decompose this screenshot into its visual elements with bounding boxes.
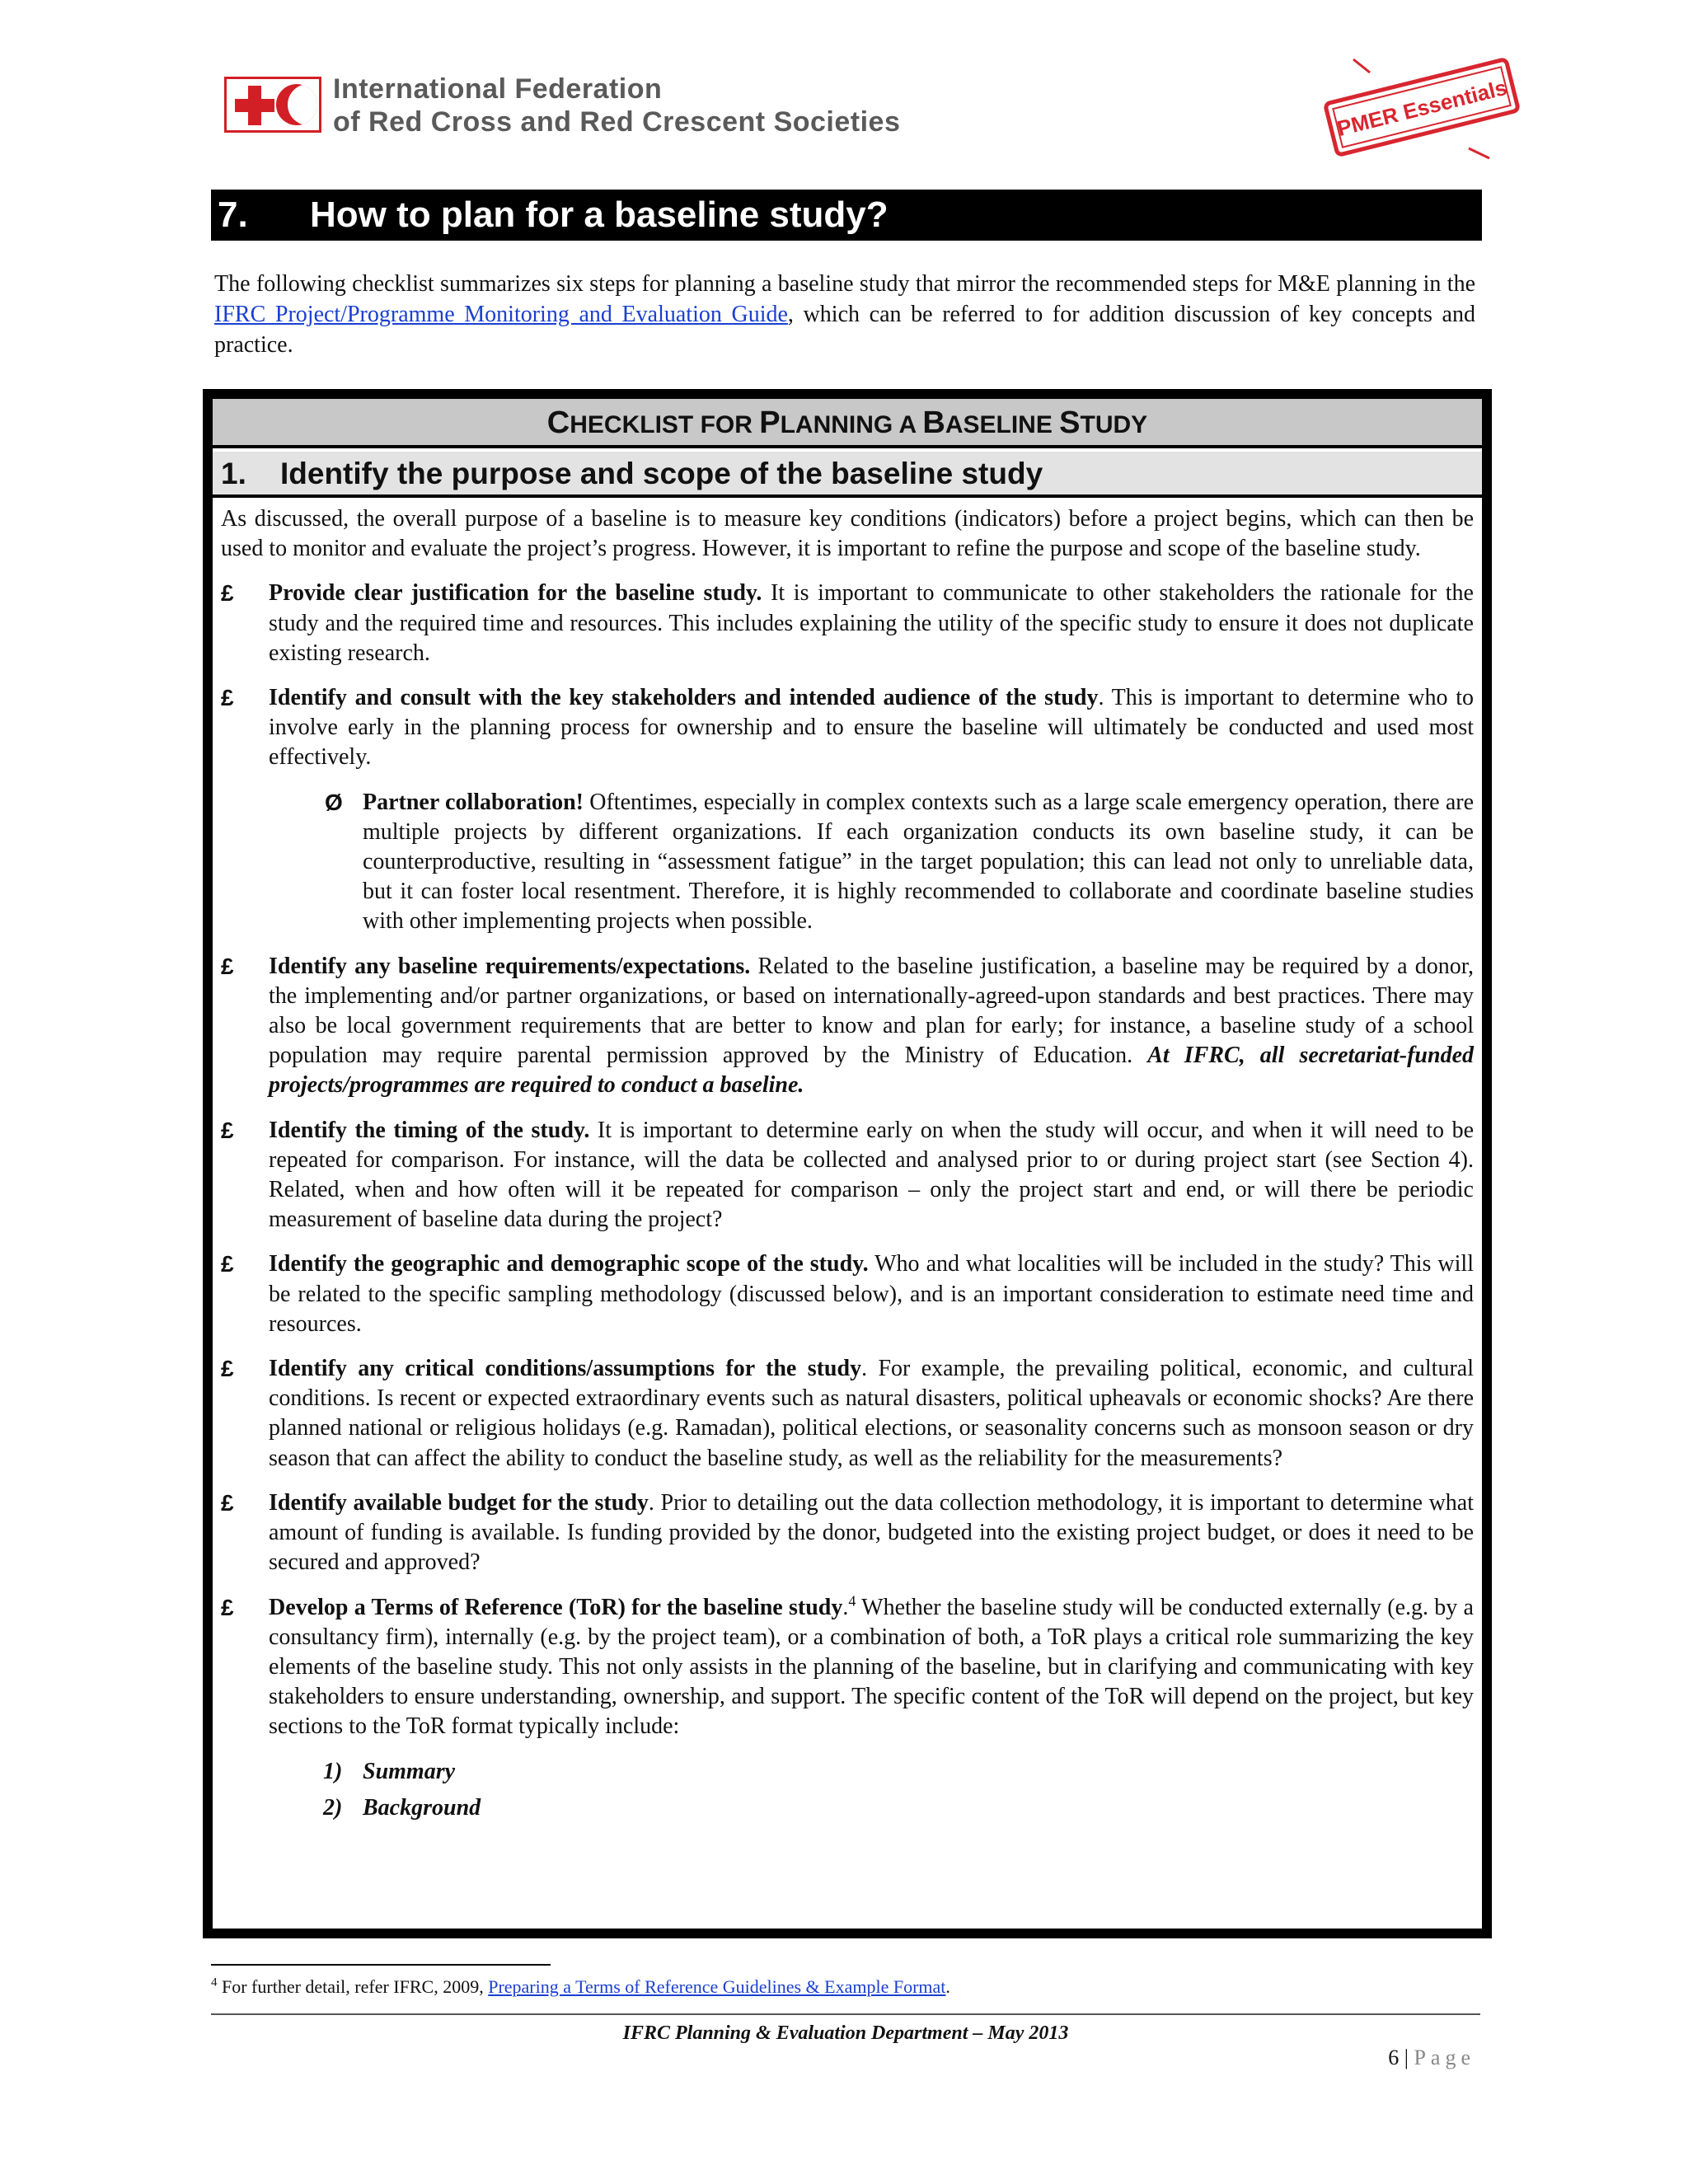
checklist-subitem: Ø Partner collaboration! Oftentimes, especially in complex contexts such as a large scale emergency operation, there are multiple projects by different organizations. If each organization conducts its own baseline study, it can be counterproductive, resulting in “assessment fatigue” in the target population; this can lead not only to unreliable data, but it can foster local resentment. Therefore, it is highly recommended to collaborate and coordinate baseline studies with other implementing projects when possible.	[325, 789, 1474, 935]
intro-text-end: , which can be referred to for addition discussion of key concepts and practice.	[214, 302, 1475, 358]
step-number: 1.	[221, 457, 246, 490]
checkbox-icon: £	[221, 1594, 234, 1620]
checklist-body	[221, 504, 1474, 1830]
step-intro: As discussed, the overall purpose of a baseline is to measure key conditions (indicators) before a project begins, which can then be used to monitor and evaluate the project’s progress. However, it is important to refine the purpose and scope of the baseline study.	[221, 506, 1474, 562]
checkbox-icon: £	[221, 1251, 234, 1277]
org-line-2: of Red Cross and Red Crescent Societies	[333, 106, 901, 138]
checkbox-icon: £	[221, 953, 234, 979]
checkbox-icon: £	[221, 1117, 234, 1143]
section-number: 7.	[218, 194, 248, 235]
checklist-item: £ Provide clear justification for the baseline study. It is important to communicate to other stakeholders the rationale for the study and the required time and resources. This includes explaining the utility of the specific study to ensure it does not duplicate existing research.	[221, 580, 1474, 666]
checklist-item: £ Develop a Terms of Reference (ToR) for the baseline study.$^4$ Whether the baseline study will be conducted externally (e.g. by a consultancy firm), internally (e.g. by the project team), or a combination of both, a ToR plays a critical role summarizing the key elements of the baseline study. This not only assists in the planning of the baseline, but in clarifying and communicating with key stakeholders to ensure understanding, ownership, and support. The specific content of the ToR will depend on the project, but key sections to the ToR format typically include:	[221, 1592, 1474, 1740]
step-title: Identify the purpose and scope of the baseline study	[280, 457, 1043, 490]
intro-text: The following checklist summarizes six steps for planning a baseline study that mirror the recommended steps for M&E planning in the	[214, 271, 1475, 297]
checklist-item: £ Identify and consult with the key stakeholders and intended audience of the study. This is important to determine who to involve early in the planning process for ownership and to ensure the baseline will ultimately be conducted and used most effectively.	[221, 685, 1474, 771]
tor-list-item: 1) Summary	[323, 1758, 456, 1784]
checklist-item: £ Identify the geographic and demographic scope of the study. Who and what localities will be included in the study? This will be related to the specific sampling methodology (discussed below), and is an important consideration to estimate need time and resources.	[221, 1251, 1474, 1337]
red-crescent-icon	[276, 84, 317, 125]
intro-paragraph	[214, 269, 1475, 360]
section-heading	[211, 190, 1482, 241]
checkbox-icon: £	[221, 685, 234, 711]
checkbox-icon: £	[221, 1489, 234, 1516]
footnote-ref[interactable]: 4	[848, 1592, 856, 1610]
checklist-item: £ Identify any critical conditions/assumptions for the study. For example, the prevailing political, economic, and cultural conditions. Is recent or expected extraordinary events such as natural disasters, political upheavals or economic shocks? Are there planned national or religious holidays (e.g. Ramadan), political elections, or seasonality concerns such as monsoon season or dry season that can affect the ability to conduct the baseline study, as well as the reliability for the measurements?	[221, 1356, 1474, 1471]
checklist-title: CHECKLIST FOR PLANNING A BASELINE STUDY	[213, 399, 1482, 448]
checklist-item: £ Identify the timing of the study. It is important to determine early on when the study will occur, and when it will need to be repeated for comparison. For instance, will the data be collected and analysed prior to or during project start (see Section 4). Related, when and how often will it be repeated for comparison – only the project start and end, or will there be periodic measurement of baseline data during the project?	[221, 1117, 1474, 1233]
footnote: $^4$ For further detail, refer IFRC, 2009, Preparing a Terms of Reference Guidelines & Example Format.	[211, 1975, 950, 1997]
ifrc-requirement-emphasis: At IFRC, all secretariat-funded projects/programmes are required to conduct a baseline.	[269, 1043, 1474, 1099]
section-title: How to plan for a baseline study?	[310, 194, 889, 235]
checkbox-icon: £	[221, 580, 234, 607]
page-number: 6 | Page	[1388, 2046, 1475, 2069]
footer-text: IFRC Planning & Evaluation Department – May 2013	[622, 2022, 1069, 2044]
footer-divider	[211, 2013, 1480, 2015]
tor-guidelines-link[interactable]: Preparing a Terms of Reference Guidelines & Example Format	[488, 1976, 946, 1997]
checklist-box	[203, 389, 1492, 1938]
footnote-divider	[211, 1964, 551, 1966]
checklist-item: £ Identify available budget for the study. Prior to detailing out the data collection methodology, it is important to determine what amount of funding is available. Is funding provided by the donor, budgeted into the existing project budget, or does it need to be secured and approved?	[221, 1489, 1475, 1576]
organization-name	[333, 73, 900, 138]
org-line-1: International Federation	[333, 73, 663, 105]
stamp-text: PMER Essentials	[1334, 74, 1510, 142]
pmer-essentials-stamp	[1320, 49, 1523, 165]
ifrc-logo	[224, 77, 321, 133]
red-cross-icon	[235, 86, 274, 125]
step-heading	[213, 452, 1482, 498]
arrow-bullet-icon: Ø	[325, 789, 343, 815]
checklist-item: £ Identify any baseline requirements/expectations. Related to the baseline justification, a baseline may be required by a donor, the implementing and/or partner organizations, or based on internationally-agreed-upon standards and best practices. There may also be local government requirements that are better to know and plan for early; for instance, a baseline study of a school population may require parental permission approved by the Ministry of Education. At IFRC, all secretariat-funded projects/programmes are required to conduct a baseline.	[221, 953, 1474, 1099]
checkbox-icon: £	[221, 1356, 234, 1382]
me-guide-link[interactable]: IFRC Project/Programme Monitoring and Evaluation Guide	[214, 302, 788, 327]
tor-list-item: 2) Background	[323, 1794, 481, 1821]
